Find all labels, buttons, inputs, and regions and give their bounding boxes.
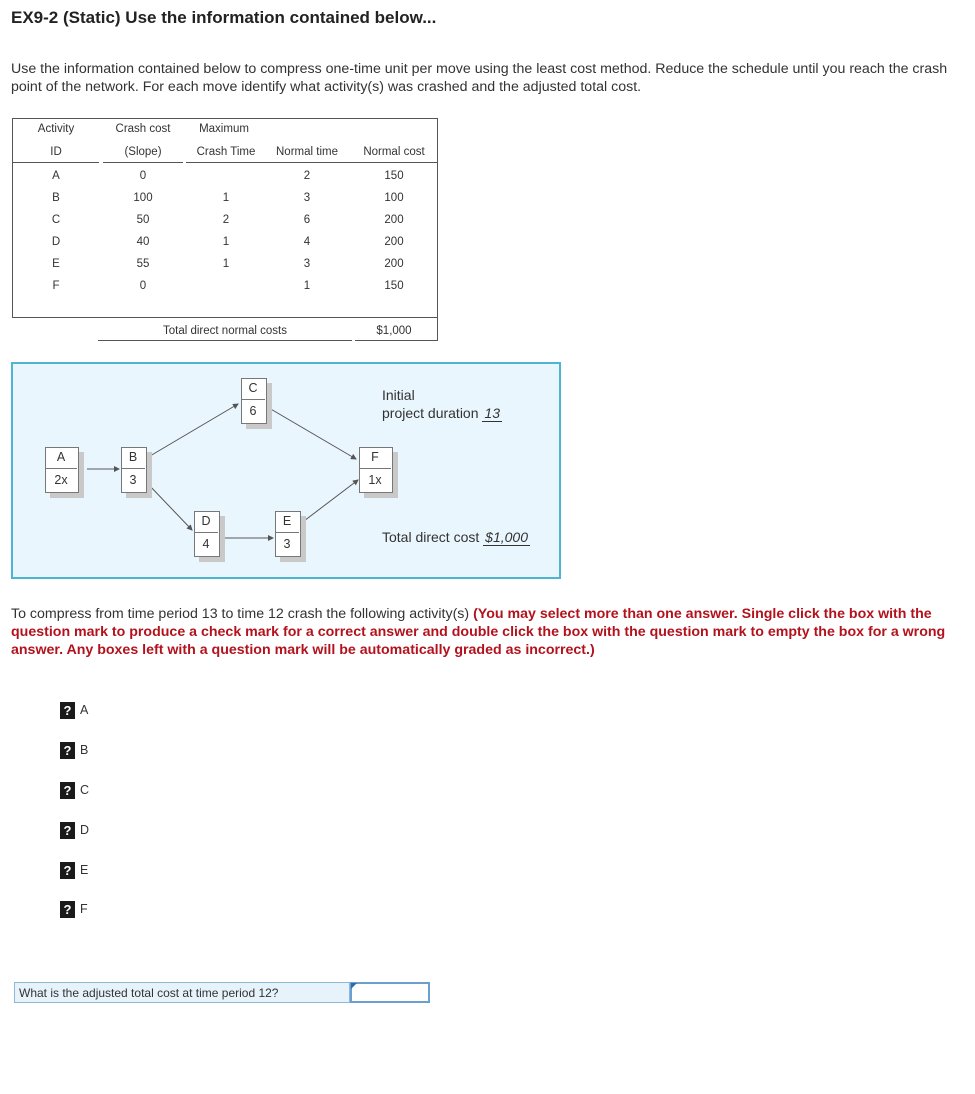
table-header-rule <box>103 162 183 163</box>
table-cell-normal-time: 6 <box>303 214 311 226</box>
table-cell-max-crash-time: 1 <box>222 236 230 248</box>
table-cell-activity-id: C <box>51 214 61 226</box>
option-f[interactable] <box>60 900 88 918</box>
node-a <box>45 447 79 493</box>
table-cell-normal-cost: 200 <box>384 214 404 226</box>
answer-label: What is the adjusted total cost at time period 12? <box>14 982 350 1003</box>
table-cell-normal-time: 3 <box>303 258 311 270</box>
node-b-duration: 3 <box>129 473 137 487</box>
option-b[interactable] <box>60 741 88 759</box>
question-box-c[interactable]: ? <box>60 782 75 799</box>
table-border-left <box>12 118 13 317</box>
question-box-b[interactable]: ? <box>60 742 75 759</box>
option-a[interactable] <box>60 701 88 719</box>
table-cell-crash-cost: 0 <box>139 170 147 182</box>
initial-duration-value: 13 <box>484 405 500 421</box>
header-normal-time: Normal time <box>276 146 338 158</box>
total-direct-cost-label: Total direct cost <box>382 529 480 545</box>
table-cell-activity-id: B <box>52 192 60 204</box>
table-cell-normal-time: 1 <box>303 280 311 292</box>
option-d[interactable] <box>60 821 89 839</box>
node-c <box>241 378 267 424</box>
header-normal-cost: Normal cost <box>363 146 425 158</box>
arrow-b-c <box>150 404 238 456</box>
table-cell-max-crash-time: 1 <box>222 192 230 204</box>
option-e-label: E <box>80 863 89 877</box>
question-box-d[interactable]: ? <box>60 822 75 839</box>
arrow-b-d <box>148 484 192 530</box>
table-cell-normal-cost: 200 <box>384 258 404 270</box>
question-box-a[interactable]: ? <box>60 702 75 719</box>
option-e[interactable] <box>60 861 88 879</box>
option-f-label: F <box>80 902 88 916</box>
option-c-label: C <box>80 783 90 797</box>
node-d <box>194 511 220 557</box>
node-a-duration: 2x <box>54 473 68 487</box>
node-f-label: F <box>359 447 391 469</box>
table-cell-max-crash-time: 1 <box>222 258 230 270</box>
table-cell-crash-cost: 100 <box>133 192 153 204</box>
initial-label: Initial <box>382 387 415 403</box>
node-f <box>359 447 393 493</box>
option-b-label: B <box>80 743 89 757</box>
table-bottom-rule <box>355 340 438 341</box>
question-instructions: (You may select more than one answer. Single click the box with the question mark to produce a check mark for a correct answer and double click the box with the question mark to empty the box for a wrong answer. Any boxes left with a question mark will be automatically graded as incorrect.) <box>11 606 946 658</box>
intro-text: Use the information contained below to compress one-time unit per move using the least cost method. Reduce the schedule until you reach the crash point of the network. For each move identify what activity(s) was crashed and the adjusted total cost. <box>11 61 948 95</box>
answer-flag-icon <box>351 983 357 989</box>
page-title: EX9-2 (Static) Use the information contained below... <box>11 8 437 27</box>
option-d-label: D <box>80 823 90 837</box>
header-crash-cost: Crash cost <box>115 123 171 135</box>
table-cell-normal-time: 3 <box>303 192 311 204</box>
total-value: $1,000 <box>376 325 412 337</box>
node-c-duration: 6 <box>249 404 257 418</box>
node-e <box>275 511 301 557</box>
option-c[interactable] <box>60 781 89 799</box>
total-direct-cost-block <box>382 529 530 545</box>
table-cell-activity-id: A <box>52 170 60 182</box>
total-direct-cost-value: $1,000 <box>485 529 528 545</box>
header-activity: Activity <box>37 123 75 135</box>
header-crash-time: Crash Time <box>196 146 256 158</box>
table-cell-normal-cost: 150 <box>384 170 404 182</box>
question-box-f[interactable]: ? <box>60 901 75 918</box>
project-duration-label: project duration <box>382 405 479 421</box>
table-header-rule <box>186 162 438 163</box>
table-cell-crash-cost: 55 <box>136 258 150 270</box>
arrow-c-f <box>269 408 356 459</box>
table-cell-crash-cost: 40 <box>136 236 150 248</box>
header-maximum: Maximum <box>199 123 249 135</box>
total-label: Total direct normal costs <box>163 325 287 337</box>
table-border-top <box>12 118 438 119</box>
table-total-rule <box>12 317 438 318</box>
network-diagram <box>11 362 561 579</box>
table-cell-max-crash-time: 2 <box>222 214 230 226</box>
table-cell-normal-cost: 100 <box>384 192 404 204</box>
initial-duration-block <box>382 386 502 422</box>
node-a-label: A <box>45 447 77 469</box>
table-cell-activity-id: D <box>51 236 61 248</box>
table-cell-normal-time: 4 <box>303 236 311 248</box>
node-e-label: E <box>275 511 299 533</box>
table-cell-activity-id: E <box>52 258 60 270</box>
header-slope: (Slope) <box>124 146 162 158</box>
table-header-gap <box>99 162 101 163</box>
table-cell-normal-cost: 200 <box>384 236 404 248</box>
table-cell-activity-id: F <box>52 280 60 292</box>
table-bottom-rule <box>98 340 352 341</box>
node-c-label: C <box>241 378 265 400</box>
arrow-e-f <box>300 480 358 524</box>
activity-table <box>12 118 438 341</box>
header-id: ID <box>50 146 62 158</box>
table-header-rule <box>12 162 99 163</box>
node-b <box>121 447 147 493</box>
question-box-e[interactable]: ? <box>60 862 75 879</box>
node-d-duration: 4 <box>202 537 210 551</box>
table-cell-crash-cost: 0 <box>139 280 147 292</box>
table-cell-normal-cost: 150 <box>384 280 404 292</box>
adjusted-total-cost-input[interactable] <box>350 982 430 1003</box>
node-b-label: B <box>121 447 145 469</box>
node-e-duration: 3 <box>283 537 291 551</box>
table-cell-crash-cost: 50 <box>136 214 150 226</box>
option-a-label: A <box>80 703 89 717</box>
table-cell-normal-time: 2 <box>303 170 311 182</box>
table-border-right <box>437 118 438 341</box>
question-text <box>11 605 961 659</box>
question-prompt: To compress from time period 13 to time 12 crash the following activity(s) <box>11 606 470 622</box>
node-d-label: D <box>194 511 218 533</box>
node-f-duration: 1x <box>368 473 382 487</box>
